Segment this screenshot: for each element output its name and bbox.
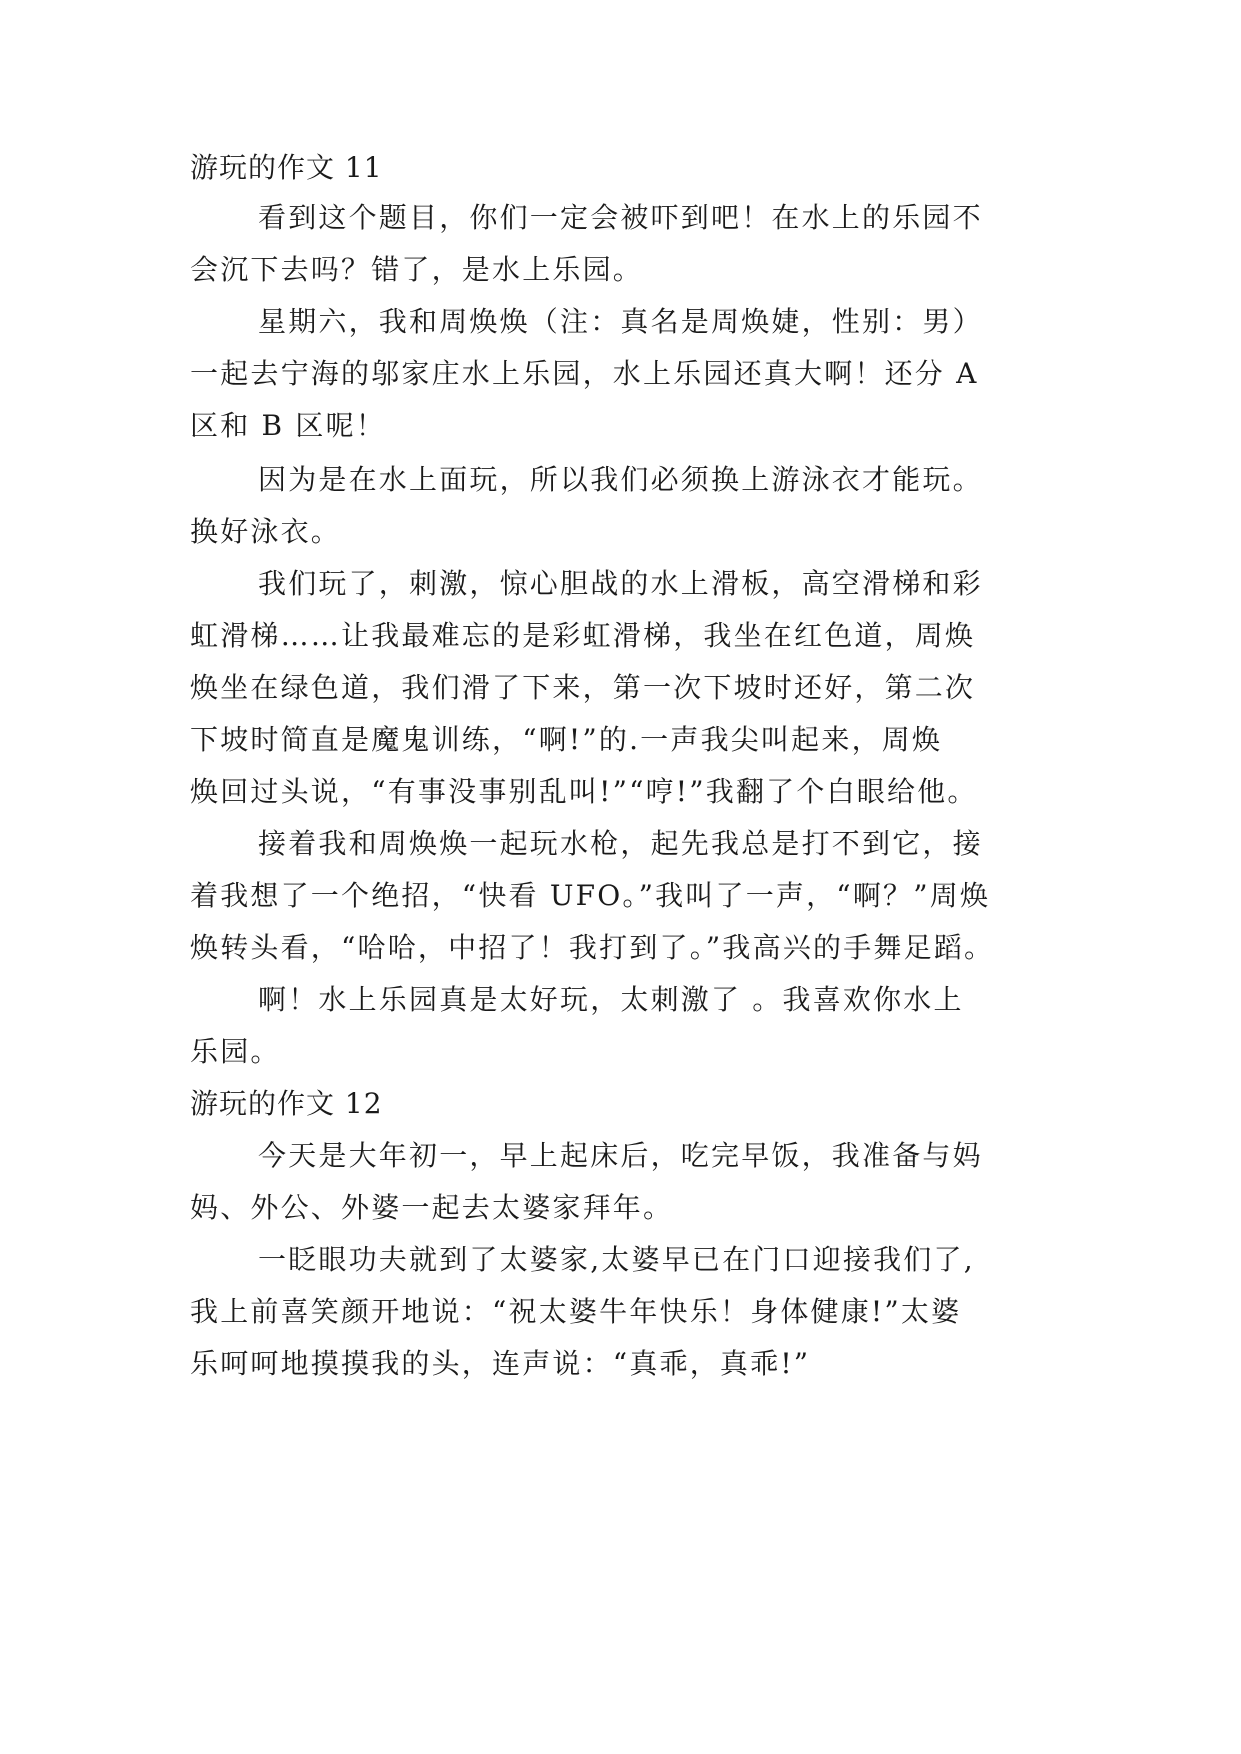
paragraph-line: 啊！水上乐园真是太好玩，太刺激了 。我喜欢你水上 xyxy=(258,983,964,1016)
paragraph-line: 换好泳衣。 xyxy=(190,515,342,548)
essay-title: 游玩的作文 11 xyxy=(190,151,383,184)
paragraph-line: 乐呵呵地摸摸我的头，连声说：“真乖，真乖!” xyxy=(190,1347,811,1380)
paragraph-line: 今天是大年初一，早上起床后，吃完早饭，我准备与妈 xyxy=(258,1139,983,1172)
paragraph-line: 一眨眼功夫就到了太婆家,太婆早已在门口迎接我们了, xyxy=(258,1243,975,1276)
paragraph-line: 看到这个题目，你们一定会被吓到吧！在水上的乐园不 xyxy=(258,201,983,234)
paragraph-line: 乐园。 xyxy=(190,1035,281,1068)
paragraph-line: 因为是在水上面玩，所以我们必须换上游泳衣才能玩。 xyxy=(258,463,983,496)
paragraph-line: 一起去宁海的邬家庄水上乐园，水上乐园还真大啊！还分 A xyxy=(190,357,979,390)
paragraph-line: 焕转头看，“哈哈，中招了！我打到了。”我高兴的手舞足蹈。 xyxy=(190,931,995,964)
paragraph-line: 着我想了一个绝招，“快看 UFO。”我叫了一声，“啊？”周焕 xyxy=(190,879,991,912)
paragraph-line: 妈、外公、外婆一起去太婆家拜年。 xyxy=(190,1191,674,1224)
paragraph-line: 我们玩了，刺激，惊心胆战的水上滑板，高空滑梯和彩 xyxy=(258,567,983,600)
essay-title: 游玩的作文 12 xyxy=(190,1087,383,1120)
paragraph-line: 接着我和周焕焕一起玩水枪，起先我总是打不到它，接 xyxy=(258,827,983,860)
paragraph-line: 我上前喜笑颜开地说：“祝太婆牛年快乐！身体健康!”太婆 xyxy=(190,1295,962,1328)
paragraph-line: 星期六，我和周焕焕（注：真名是周焕婕，性别：男） xyxy=(258,305,983,338)
paragraph-line: 会沉下去吗？错了，是水上乐园。 xyxy=(190,253,644,286)
paragraph-line: 焕回过头说，“有事没事别乱叫!”“哼!”我翻了个白眼给他。 xyxy=(190,775,978,808)
paragraph-line: 焕坐在绿色道，我们滑了下来，第一次下坡时还好，第二次 xyxy=(190,671,976,704)
paragraph-line: 下坡时简直是魔鬼训练，“啊!”的.一声我尖叫起来，周焕 xyxy=(190,723,943,756)
paragraph-line: 区和 B 区呢！ xyxy=(190,409,386,442)
paragraph-line: 虹滑梯……让我最难忘的是彩虹滑梯，我坐在红色道，周焕 xyxy=(190,619,976,652)
